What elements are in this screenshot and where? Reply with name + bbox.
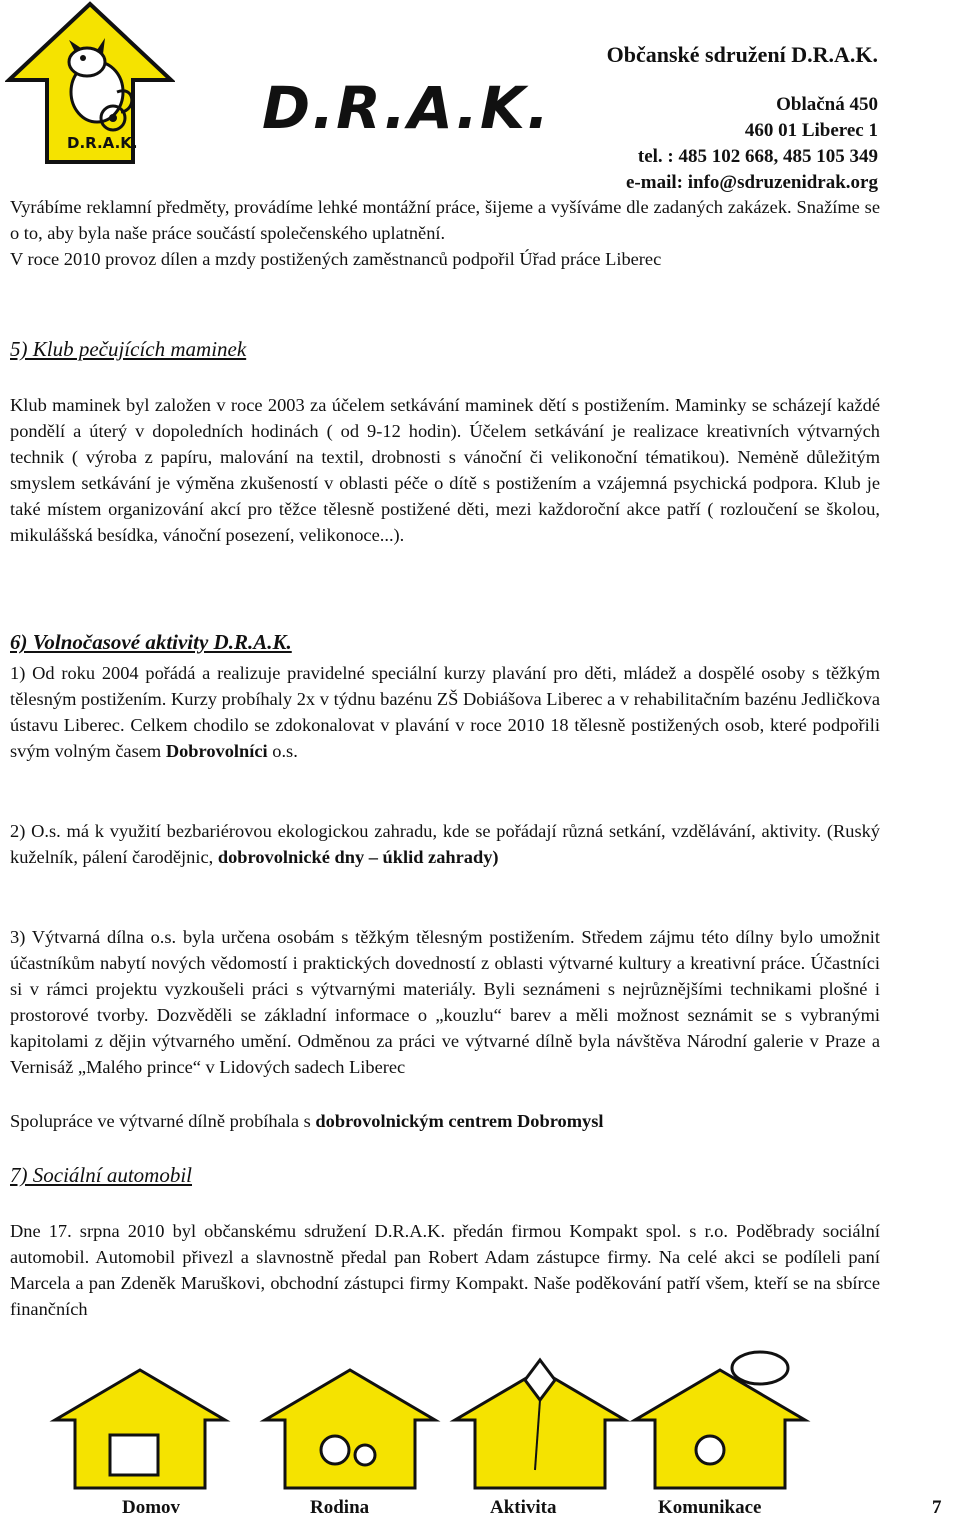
section-heading-car: 7) Sociální automobil — [10, 1163, 192, 1187]
intro-funding: V roce 2010 provoz dílen a mzdy postižených zaměstnanců podpořil Úřad práce Liberec — [10, 249, 662, 269]
activity-art-cooperation-text: Spolupráce ve výtvarné dílně probíhala s — [10, 1111, 316, 1131]
activity-art-workshop: 3) Výtvarná dílna o.s. byla určena osobám s těžkým tělesným postižením. Středem zájmu této dílny bylo umožnit účastníkům nabytí nových vědomostí i praktických dovedností z oblasti výtvarné kultury a kreativní práce. Účastníci si v rámci projektu vyzkoušeli práci s výtvarnými materiály. Byli seznámeni s nejrůznějšími technikami plošné i prostorové tvorby. Dozvěděli se základní informace o „kouzlu“ barev a měli možnost seznámit se s vybranými kapitolami z dějin výtvarného umění. Odměnou za práci ve výtvarné dílně byla návštěva Národní galerie v Praze a Vernisáž „Malého prince“ v Lidových sadech Liberec — [10, 927, 880, 1077]
volunteers-label: Dobrovolníci — [165, 741, 268, 761]
activity-swimming-text: 1) Od roku 2004 pořádá a realizuje pravidelné speciální kurzy plavání pro děti, mládež a dospělé osoby s těžkým tělesným postižením. Kurzy probíhaly 2x v týdnu bazénu ZŠ Dobiášova Liberec a v rehabilitačním bazénu Jedličkova ústavu Liberec. Celkem chodilo se zdokonalovat v plavání v roce 2010 18 tělesně postižených osob, které podpořili svým volným časem — [10, 663, 880, 761]
org-name: Občanské sdružení D.R.A.K. — [606, 42, 878, 67]
activity-swimming — [10, 660, 880, 764]
footer-activity: Aktivita — [490, 1497, 557, 1518]
car-paragraph: Dne 17. srpna 2010 byl občanskému sdružení D.R.A.K. předán firmou Kompakt spol. s r.o. Poděbrady sociální automobil. Automobil přivezl a slavnostně předal pan Robert Adam zástupce firmy. Na celé akci se podíleli paní Marcela a pan Zdeněk Maruškovi, obchodní zástupci firmy Kompakt. Naše poděkování patří všem, kteří se na sbírce finančních — [10, 1221, 880, 1319]
speech-house-icon — [635, 1352, 805, 1488]
family-house-icon — [265, 1370, 435, 1488]
org-email: e-mail: info@sdruzenidrak.org — [626, 172, 878, 193]
activity-garden-bold: dobrovolnické dny – úklid zahrady) — [217, 847, 499, 867]
logo-wordmark: D.R.A.K. — [262, 74, 551, 142]
dobromysl-label: dobrovolnickým centrem Dobromysl — [315, 1111, 604, 1131]
club-paragraph: Klub maminek byl založen v roce 2003 za účelem setkávání maminek dětí s postižením. Maminky se scházejí každé pondělí a úterý v dopoledních hodinách ( od 9-12 hodin). Účelem setkávání je realizace kreativních výtvarných technik ( výroba z papíru, malování na textil, drobnosti s vánoční či velikonoční tématikou). Nemėně důležitým smyslem setkávání je výměna zkušeností v oblasti péče o dítě s postižením a vzájemná psychická podpora. Klub je také místem organizování akcí pro těžce tělesně postižené děti, mezi každoroční akce patří ( rozloučení se školou, mikulášská besídka, vánoční posezení, velikonoce...). — [10, 395, 880, 545]
footer-communication: Komunikace — [658, 1497, 762, 1518]
window-house-icon — [55, 1370, 225, 1488]
kite-house-icon — [455, 1360, 625, 1488]
org-city: 460 01 Liberec 1 — [744, 120, 878, 141]
footer-family: Rodina — [310, 1497, 370, 1518]
intro-paragraph: Vyrábíme reklamní předměty, provádíme lehké montážní práce, šijeme a vyšíváme dle zadaných zakázek. Snažíme se o to, aby byla naše práce součástí společenského uplatnění. — [10, 197, 880, 243]
footer-icons — [0, 1350, 960, 1490]
activity-art-cooperation — [10, 1108, 880, 1134]
activity-garden-text: 2) O.s. má k využití bezbariérovou ekologickou zahradu, kde se pořádají různá setkání, vzdělávání, aktivity. (Ruský kuželník, pálení čarodějnic, — [10, 821, 880, 867]
logo-badge-text: D.R.A.K. — [67, 134, 138, 152]
section-heading-activities: 6) Volnočasové aktivity D.R.A.K. — [10, 630, 292, 654]
page-number: 7 — [932, 1497, 942, 1518]
org-street: Oblačná 450 — [776, 94, 878, 115]
activity-garden — [10, 818, 880, 870]
activity-swimming-end: o.s. — [267, 741, 298, 761]
footer-home: Domov — [122, 1497, 181, 1518]
section-heading-club: 5) Klub pečujících maminek — [10, 337, 247, 361]
logo-arrow-house — [5, 0, 175, 165]
org-phone: tel. : 485 102 668, 485 105 349 — [637, 146, 878, 167]
org-address-block — [607, 40, 878, 196]
